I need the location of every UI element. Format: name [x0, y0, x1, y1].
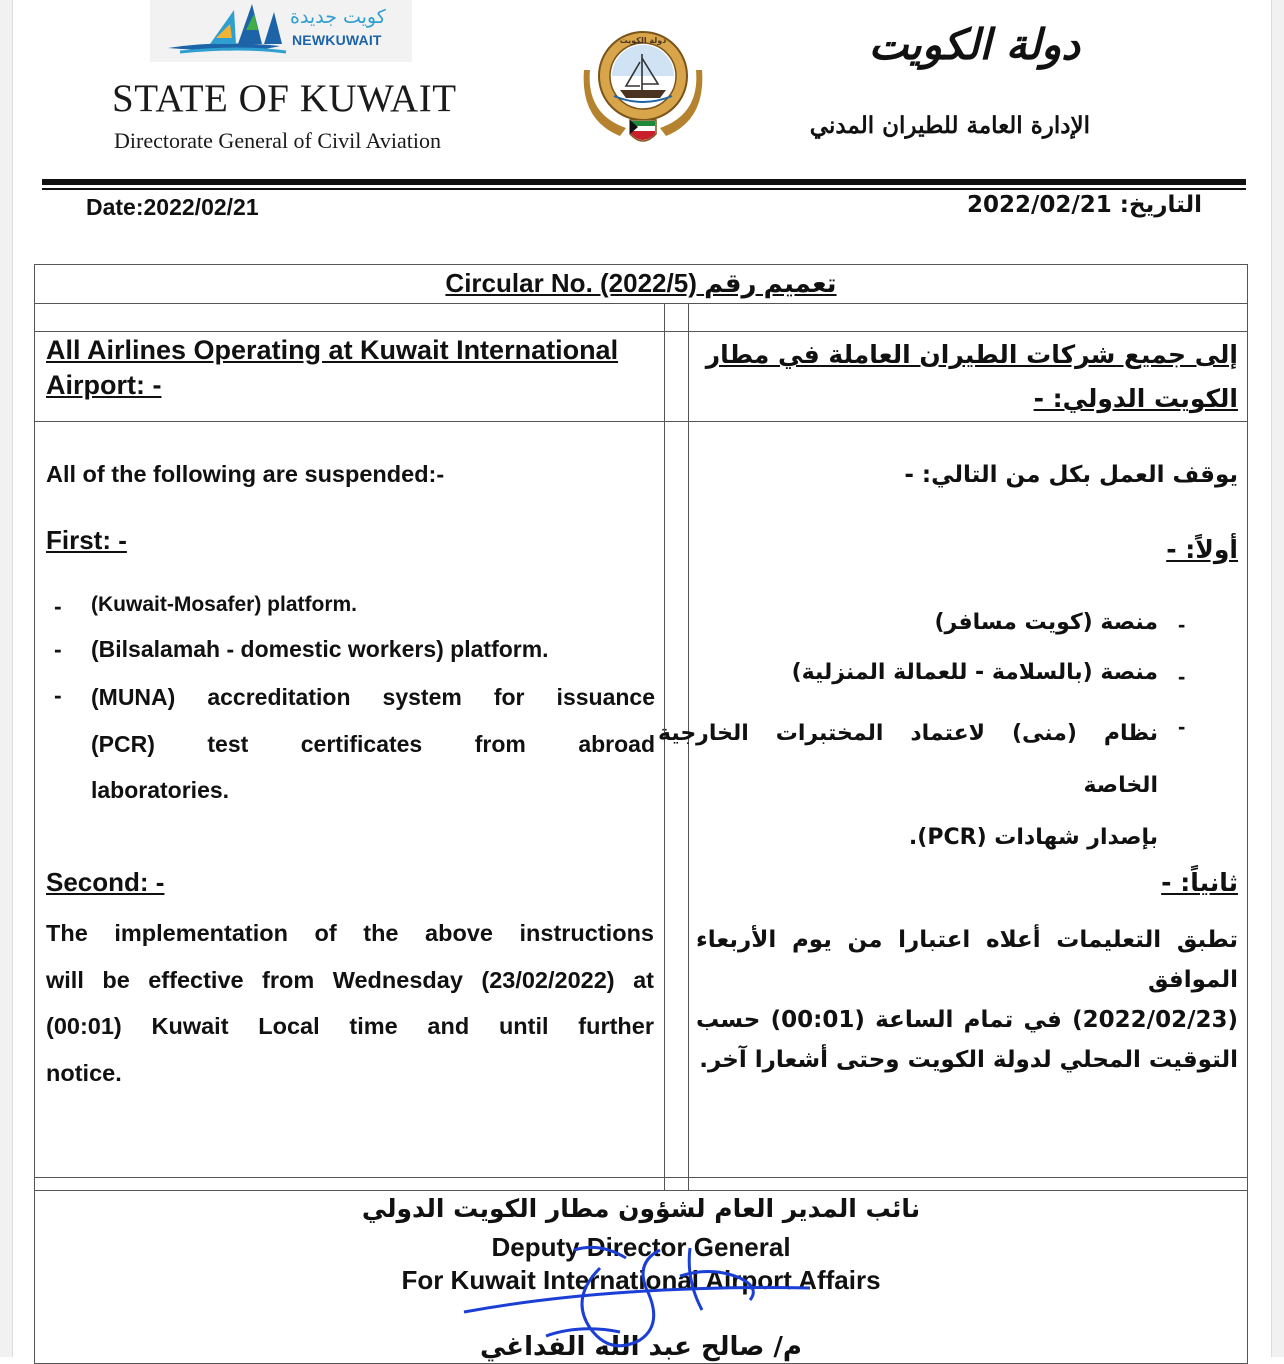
- handwritten-signature: [450, 1228, 830, 1357]
- bullet-line: laboratories.: [91, 777, 230, 803]
- bullet-dash-ar: -: [1178, 714, 1186, 739]
- bullet-text: (Kuwait-Mosafer) platform.: [91, 593, 358, 616]
- bullet-line: (PCR) test certificates from abroad: [91, 730, 655, 757]
- paragraph-line: (00:01) Kuwait Local time and until further: [46, 1013, 654, 1039]
- date-ar-label: التاريخ:: [1119, 192, 1202, 218]
- signatory-name-ar: م/ صالح عبد الله الفداغي: [480, 1332, 802, 1362]
- bullet-dash-ar: -: [1178, 664, 1186, 689]
- signatory-title-en-1: Deputy Director General: [491, 1232, 791, 1262]
- state-title-en: STATE OF KUWAIT: [112, 77, 457, 120]
- kuwait-emblem-icon: [580, 24, 706, 154]
- intro-en: All of the following are suspended:-: [46, 461, 445, 487]
- emblem-arabic-text: دولة الكويت: [619, 36, 667, 45]
- paragraph-line: The implementation of the above instructions: [46, 920, 654, 946]
- second-label-en: Second: -: [46, 867, 165, 897]
- directorate-title-ar: الإدارة العامة للطيران المدني: [809, 112, 1090, 139]
- bullet-item-en: [54, 636, 654, 666]
- kuwait-emblem: [580, 24, 706, 154]
- second-label-ar: ثانياً: -: [1161, 868, 1238, 897]
- logo-english-text: NEWKUWAIT: [292, 32, 382, 48]
- table-rule: [34, 331, 1248, 332]
- state-title-ar: دولة الكويت: [868, 20, 1080, 69]
- intro-ar: يوقف العمل بكل من التالي: -: [904, 462, 1238, 488]
- bullet-text: (Bilsalamah - domestic workers) platform.: [91, 636, 549, 662]
- bullet-dash: -: [54, 593, 62, 619]
- first-label-ar: أولاً: -: [1166, 535, 1238, 564]
- table-rule: [34, 303, 1248, 304]
- paragraph-line-ar: تطبق التعليمات أعلاه اعتبارا من يوم الأربعاء الموافق: [696, 927, 1238, 993]
- signatory-title-en-2: For Kuwait International Airport Affairs: [401, 1265, 881, 1295]
- bullet-item-en: [54, 593, 654, 623]
- paragraph-line: will be effective from Wednesday (23/02/2022) at: [46, 966, 654, 993]
- bullet-dash-ar: -: [1178, 612, 1186, 637]
- signatory-title-ar: نائب المدير العام لشؤون مطار الكويت الدولي: [361, 1194, 921, 1223]
- second-paragraph-ar: [696, 920, 1238, 1080]
- bullet-dash: -: [54, 636, 62, 662]
- paragraph-line-ar: (2022/02/23) في تمام الساعة (00:01) حسب: [696, 1007, 1238, 1033]
- bullet-text-ar: منصة (كويت مسافر): [934, 610, 1158, 635]
- circular-title: [34, 268, 1248, 299]
- paragraph-line-ar: التوقيت المحلي لدولة الكويت وحتى أشعارا آخر.: [699, 1047, 1238, 1073]
- bullet-line: (MUNA) accreditation system for issuance: [91, 684, 655, 710]
- date-en: Date:2022/02/21: [86, 194, 259, 220]
- bullet-text-ar: [658, 708, 1158, 864]
- header-rule-thick: [42, 179, 1246, 185]
- page-edge-right: [1271, 0, 1284, 1357]
- page-edge-left: [0, 0, 13, 1357]
- addressee-en: All Airlines Operating at Kuwait International Airport: -: [46, 335, 619, 400]
- date-ar: [880, 192, 1202, 218]
- addressee-ar: إلى جميع شركات الطيران العاملة في مطار الكويت الدولي: -: [705, 340, 1238, 413]
- bullet-line-ar: نظام (منى) لاعتماد المختبرات الخارجية الخاصة: [658, 721, 1158, 798]
- logo-arabic-text: كويت جديدة: [290, 6, 386, 28]
- paragraph-line: notice.: [46, 1059, 122, 1086]
- table-rule: [34, 1177, 1248, 1178]
- header-rule-thin: [42, 188, 1246, 190]
- circular-title-text: Circular No. (2022/5) تعميم رقم: [445, 268, 837, 298]
- table-rule: [34, 1190, 1248, 1191]
- table-rule: [34, 421, 1248, 422]
- bullet-item-en: [54, 682, 654, 822]
- second-paragraph-en: [46, 910, 654, 1096]
- bullet-text-ar: منصة (بالسلامة - للعمالة المنزلية): [791, 660, 1158, 685]
- directorate-title-en: Directorate General of Civil Aviation: [114, 128, 442, 153]
- bullet-line-ar: بإصدار شهادات (PCR).: [908, 825, 1158, 850]
- bullet-dash: -: [54, 682, 62, 708]
- date-ar-value: 2022/02/21: [966, 192, 1112, 218]
- first-label-en: First: -: [46, 525, 127, 555]
